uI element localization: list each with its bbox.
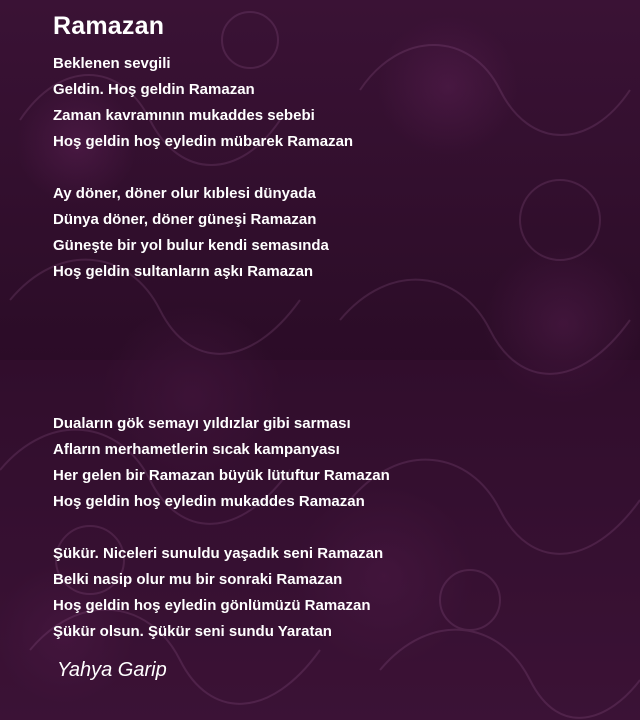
poem-line: Afların merhametlerin sıcak kampanyası xyxy=(53,441,340,458)
ornament-ring xyxy=(520,180,600,260)
ornament-swirl xyxy=(350,460,640,554)
poem-line: Duaların gök semayı yıldızlar gibi sarması xyxy=(53,415,351,432)
poem-line: Güneşte bir yol bulur kendi semasında xyxy=(53,237,329,254)
poem-line: Her gelen bir Ramazan büyük lütuftur Ramazan xyxy=(53,467,390,484)
stanza-1 xyxy=(53,51,353,155)
poem-line: Şükür olsun. Şükür seni sundu Yaratan xyxy=(53,623,332,640)
stanza-2 xyxy=(53,181,329,285)
poem-line: Dünya döner, döner güneşi Ramazan xyxy=(53,211,317,228)
ornament-swirl xyxy=(360,45,630,135)
poem-line: Hoş geldin hoş eyledin gönlümüzü Ramazan xyxy=(53,597,371,614)
poem-line: Hoş geldin hoş eyledin mübarek Ramazan xyxy=(53,133,354,150)
ornament-swirl xyxy=(380,630,640,718)
poem-line: Zaman kavramının mukaddes sebebi xyxy=(53,107,315,124)
poem-line: Ay döner, döner olur kıblesi dünyada xyxy=(53,185,316,202)
ornament-swirl xyxy=(340,280,630,374)
ornament-ring xyxy=(440,570,500,630)
poem-line: Geldin. Hoş geldin Ramazan xyxy=(53,81,255,98)
poem-line: Belki nasip olur mu bir sonraki Ramazan xyxy=(53,571,343,588)
poem-line: Hoş geldin hoş eyledin mukaddes Ramazan xyxy=(53,493,365,510)
stanza-3 xyxy=(53,411,390,515)
poem-title: Ramazan xyxy=(53,12,165,40)
poem-line: Beklenen sevgili xyxy=(53,55,171,72)
poem-line: Hoş geldin sultanların aşkı Ramazan xyxy=(53,263,314,280)
poem-line: Şükür. Niceleri sunuldu yaşadık seni Ramazan xyxy=(53,545,384,562)
poem-author: Yahya Garip xyxy=(57,659,167,681)
stanza-4 xyxy=(53,541,383,645)
